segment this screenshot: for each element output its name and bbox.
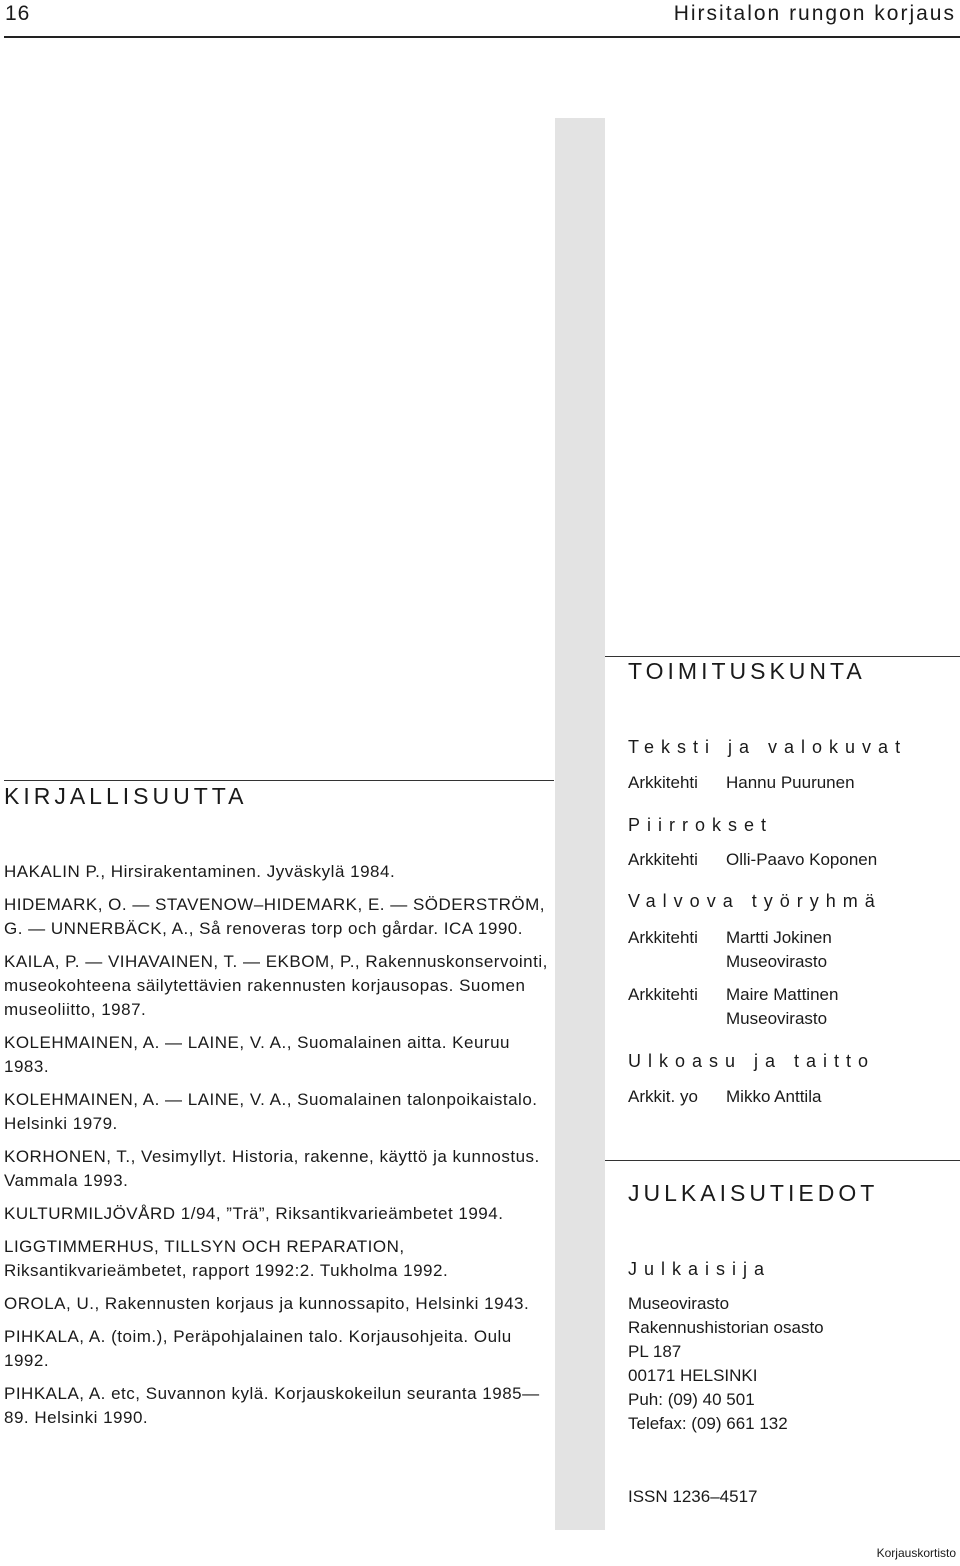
publisher-address: [628, 1292, 948, 1436]
credit-name: Olli-Paavo Koponen: [726, 850, 878, 869]
address-line: 00171 HELSINKI: [628, 1366, 758, 1385]
credit-row: [628, 771, 948, 795]
credit-row: [628, 848, 948, 872]
drawings-label: Piirrokset: [628, 815, 774, 835]
credit-row: [628, 1085, 948, 1109]
footer-label: Korjauskortisto: [876, 1546, 956, 1560]
address-line: Puh: (09) 40 501: [628, 1390, 755, 1409]
credit-name: [726, 983, 948, 1031]
credit-row: [628, 926, 948, 974]
credit-name: Hannu Puurunen: [726, 773, 855, 792]
credit-name: [726, 926, 948, 974]
credit-name: Mikko Anttila: [726, 1087, 822, 1106]
editorial-rule: [605, 656, 960, 657]
reference-item: OROLA, U., Rakennusten korjaus ja kunnossapito, Helsinki 1943.: [4, 1294, 530, 1313]
credit-org: Museovirasto: [726, 1009, 828, 1028]
literature-rule: [4, 780, 554, 781]
publication-heading: JULKAISUTIEDOT: [628, 1180, 879, 1206]
reference-item: KOLEHMAINEN, A. — LAINE, V. A., Suomalainen talonpoikaistalo. Helsinki 1979.: [4, 1090, 538, 1133]
reference-item: KOLEHMAINEN, A. — LAINE, V. A., Suomalainen aitta. Keuruu 1983.: [4, 1033, 510, 1076]
credit-role: Arkkitehti: [628, 850, 698, 869]
reference-list: [4, 860, 549, 1439]
credit-role: Arkkitehti: [628, 928, 698, 947]
address-line: Museovirasto: [628, 1294, 730, 1313]
reference-item: KORHONEN, T., Vesimyllyt. Historia, rakenne, käyttö ja kunnostus. Vammala 1993.: [4, 1147, 540, 1190]
address-line: Telefax: (09) 661 132: [628, 1414, 788, 1433]
supervision-label: Valvova työryhmä: [628, 891, 882, 911]
credit-row: [628, 983, 948, 1031]
running-title: Hirsitalon rungon korjaus: [673, 2, 956, 25]
header-rule: [4, 36, 960, 38]
literature-heading: KIRJALLISUUTTA: [4, 783, 248, 809]
text-photos-label: Teksti ja valokuvat: [628, 737, 908, 757]
credit-org: Museovirasto: [726, 952, 828, 971]
credit-role: Arkkit. yo: [628, 1087, 698, 1106]
reference-item: HAKALIN P., Hirsirakentaminen. Jyväskylä 1984.: [4, 862, 396, 881]
reference-item: LIGGTIMMERHUS, TILLSYN OCH REPARATION, Riksantikvarieämbetet, rapport 1992:2. Tukholma 1992.: [4, 1237, 449, 1280]
reference-item: PIHKALA, A. etc, Suvannon kylä. Korjauskokeilun seuranta 1985—89. Helsinki 1990.: [4, 1384, 540, 1427]
editorial-heading: TOIMITUSKUNTA: [628, 658, 866, 684]
publisher-label: Julkaisija: [628, 1259, 772, 1279]
credit-role: Arkkitehti: [628, 985, 698, 1004]
address-line: PL 187: [628, 1342, 682, 1361]
publication-rule: [605, 1160, 960, 1161]
address-line: Rakennushistorian osasto: [628, 1318, 824, 1337]
credit-person: Maire Mattinen: [726, 985, 839, 1004]
page-number: 16: [5, 2, 31, 25]
reference-item: KULTURMILJÖVÅRD 1/94, ”Trä”, Riksantikvarieämbetet 1994.: [4, 1204, 504, 1223]
reference-item: KAILA, P. — VIHAVAINEN, T. — EKBOM, P., Rakennuskonservointi, museokohteena säilytettävien rakennusten korjausopas. Suomen museoliitto, 1987.: [4, 952, 548, 1019]
issn: ISSN 1236–4517: [628, 1487, 758, 1506]
gray-column-bar: [555, 118, 605, 1530]
layout-label: Ulkoasu ja taitto: [628, 1051, 876, 1071]
reference-item: PIHKALA, A. (toim.), Peräpohjalainen talo. Korjausohjeita. Oulu 1992.: [4, 1327, 512, 1370]
reference-item: HIDEMARK, O. — STAVENOW–HIDEMARK, E. — SÖDERSTRÖM, G. — UNNERBÄCK, A., Så renoveras torp och gårdar. ICA 1990.: [4, 895, 546, 938]
credit-role: Arkkitehti: [628, 773, 698, 792]
credit-person: Martti Jokinen: [726, 928, 832, 947]
